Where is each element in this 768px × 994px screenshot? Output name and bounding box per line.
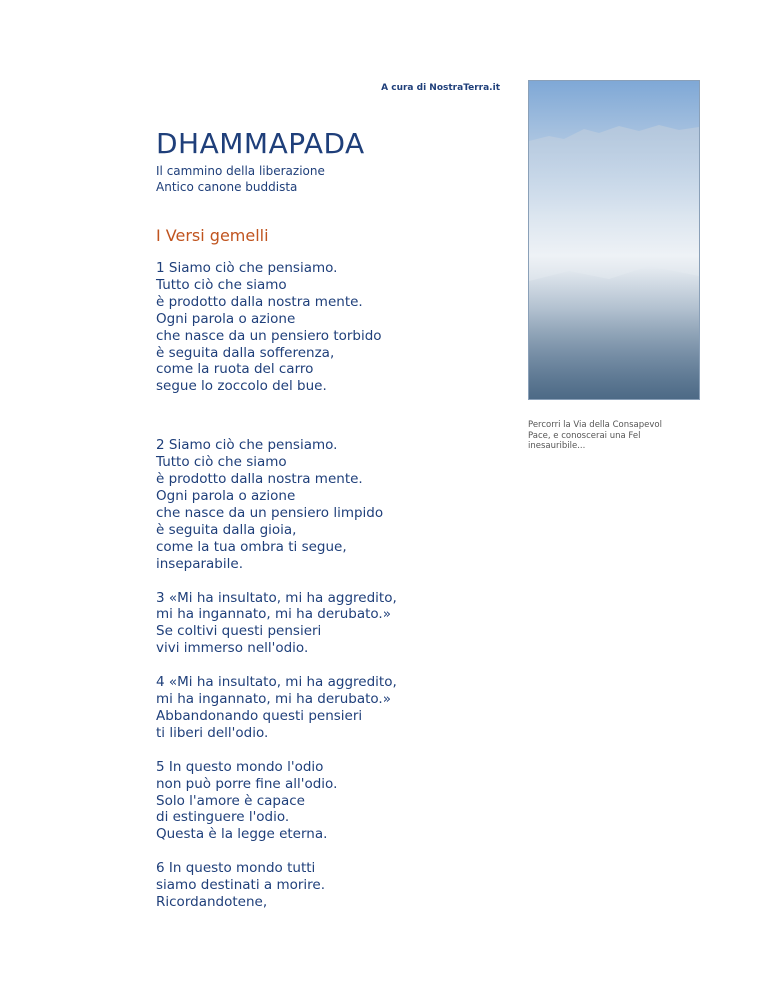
subtitle-block xyxy=(156,163,325,195)
verse-1: 1 Siamo ciò che pensiamo. Tutto ciò che siamo è prodotto dalla nostra mente. Ogni parola o azione che nasce da un pensiero torbido è seguita dalla sofferenza, come la ruota del carro segue lo zoccolo del bue. xyxy=(156,260,382,395)
subtitle-line-1: Il cammino della liberazione xyxy=(156,164,325,178)
misty-mountains-image xyxy=(529,81,699,399)
subtitle-line-2: Antico canone buddista xyxy=(156,180,298,194)
section-title: I Versi gemelli xyxy=(156,226,269,245)
page-title: DHAMMAPADA xyxy=(156,127,365,160)
landscape-photo xyxy=(528,80,700,400)
credit-line: A cura di NostraTerra.it xyxy=(381,83,500,93)
verse-3: 3 «Mi ha insultato, mi ha aggredito, mi ha ingannato, mi ha derubato.» Se coltivi questi pensieri vivi immerso nell'odio. xyxy=(156,589,397,657)
verse-4: 4 «Mi ha insultato, mi ha aggredito, mi ha ingannato, mi ha derubato.» Abbandonando questi pensieri ti liberi dell'odio. xyxy=(156,674,397,741)
verse-6: 6 In questo mondo tutti siamo destinati a morire. Ricordandotene, xyxy=(156,860,326,911)
verse-5: 5 In questo mondo l'odio non può porre fine all'odio. Solo l'amore è capace di estinguere l'odio. Questa è la legge eterna. xyxy=(156,758,338,843)
verses-list xyxy=(156,260,496,911)
verse-2: 2 Siamo ciò che pensiamo. Tutto ciò che siamo è prodotto dalla nostra mente. Ogni parola o azione che nasce da un pensiero limpido è seguita dalla gioia, come la tua ombra ti segue, inseparabile. xyxy=(156,437,384,572)
photo-caption: Percorri la Via della Consapevol Pace, e conoscerai una Fel inesauribile... xyxy=(528,420,662,451)
